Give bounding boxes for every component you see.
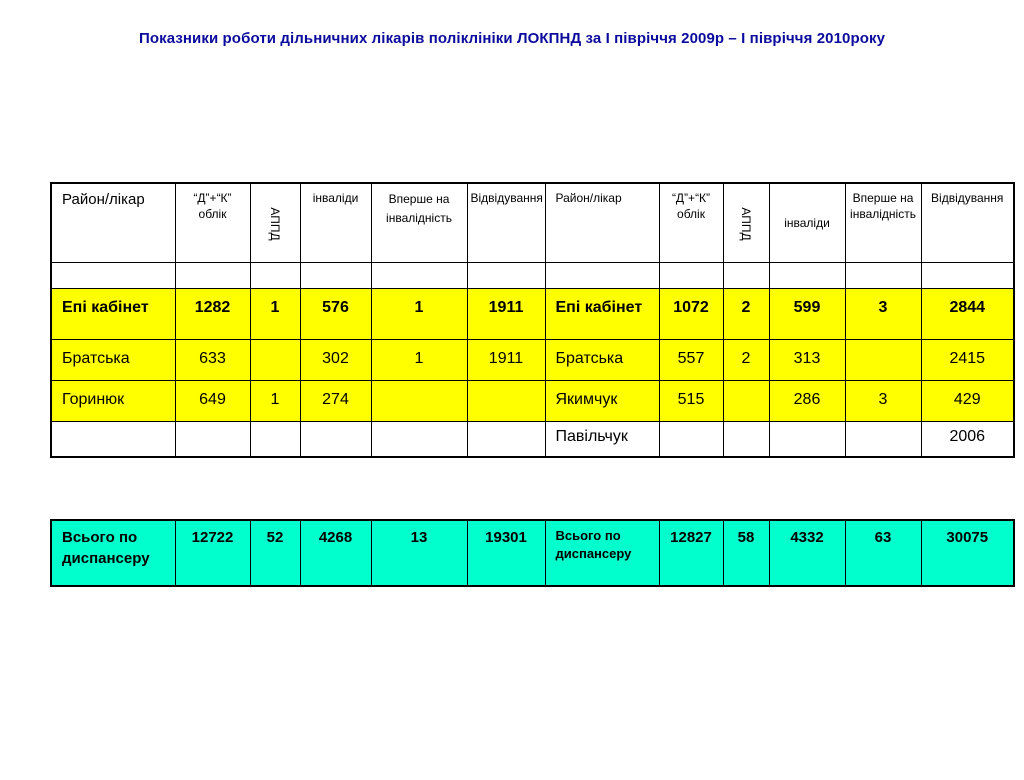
header-cell: “Д”+“К” облік	[175, 183, 250, 263]
header-cell: інваліди	[300, 183, 371, 263]
header-cell: Відвідування	[921, 183, 1014, 263]
totals-row: Всього по диспансеру 12722 52 4268 13 19301 Всього по диспансеру 12827 58 4332 63 30075	[51, 520, 1014, 586]
table-row: Павільчук 2006	[51, 422, 1014, 458]
blank-row	[51, 263, 1014, 289]
header-cell: Район/лікар	[51, 183, 175, 263]
header-cell: “Д”+“К” облік	[659, 183, 723, 263]
table-row: Епі кабінет 1282 1 576 1 1911 Епі кабінет 1072 2 599 3 2844	[51, 289, 1014, 340]
totals-table	[50, 519, 1015, 587]
header-cell: Вперше на інвалідність	[371, 183, 467, 263]
header-cell: Район/лікар	[545, 183, 659, 263]
header-cell: Відвідування	[467, 183, 545, 263]
doctors-table	[50, 182, 1015, 458]
header-cell: АППД	[723, 183, 769, 263]
page-title: Показники роботи дільничних лікарів поліклініки ЛОКПНД за І півріччя 2009р – І півріччя 2010року	[138, 30, 886, 47]
table-row: Братська 633 302 1 1911 Братська 557 2 313 2415	[51, 340, 1014, 381]
header-cell: Вперше на інвалідність	[845, 183, 921, 263]
table-row: Горинюк 649 1 274 Якимчук 515 286 3 429	[51, 381, 1014, 422]
header-cell: АППД	[250, 183, 300, 263]
header-row	[51, 183, 1014, 263]
header-cell: інваліди	[769, 183, 845, 263]
